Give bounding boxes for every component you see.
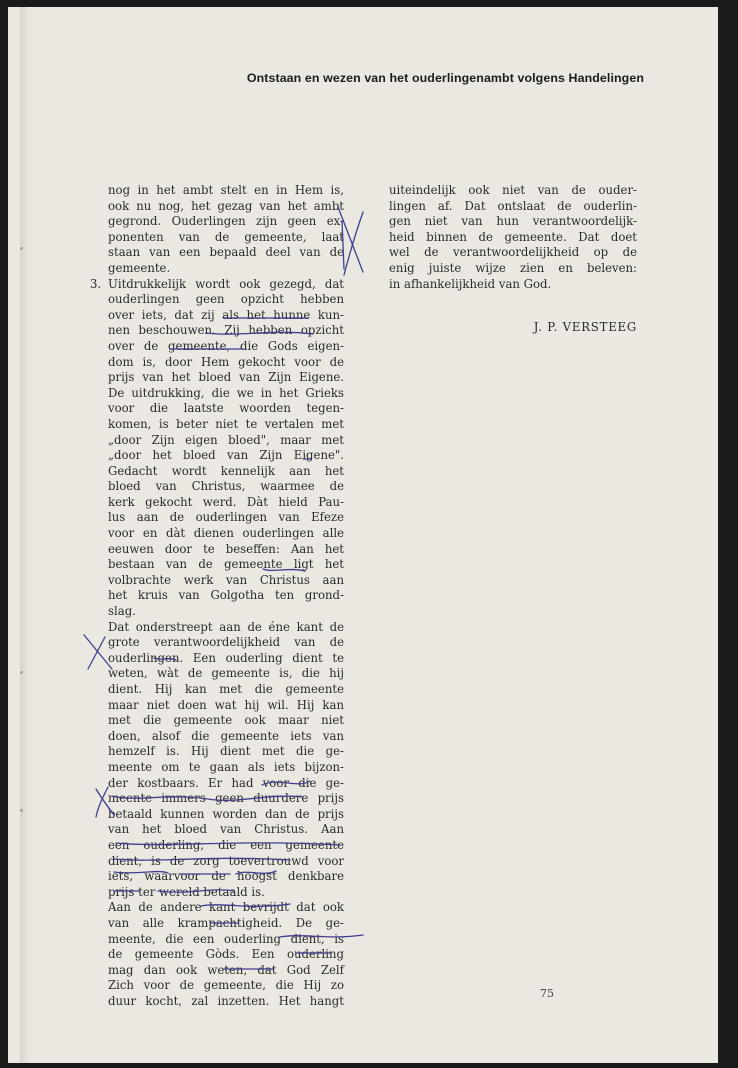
text-line: wel de verantwoordelijkheid op de [389, 245, 637, 260]
left-paragraph-3 [108, 620, 344, 901]
left-paragraph-2 [90, 276, 344, 620]
document-page [8, 7, 718, 1063]
text-line: het kruis van Golgotha ten grond- [108, 588, 344, 603]
text-line: De uitdrukking, die we in het Grieks [108, 385, 344, 400]
text-line: de gemeente Gòds. Een ouderling [108, 947, 344, 962]
text-line: meente om te gaan als iets bijzon- [108, 759, 344, 774]
text-line: in afhankelijkheid van God. [389, 276, 552, 291]
text-line: kerk gekocht werd. Dàt hield Pau- [108, 494, 344, 509]
text-line: dom is, door Hem gekocht voor de [108, 354, 344, 369]
text-line: meente, die een ouderling dient, is [108, 931, 344, 946]
text-line: ponenten van de gemeente, laat [108, 229, 344, 244]
text-line: „door Zijn eigen bloed", maar met [108, 432, 344, 447]
text-line: slag. [108, 604, 136, 619]
right-paragraph-1 [389, 183, 637, 292]
right-column [389, 183, 637, 292]
text-line: ook nu nog, het gezag van het ambt [108, 198, 344, 213]
text-line: nen beschouwen. Zij hebben opzicht [108, 323, 344, 338]
text-line: van alle krampachtigheid. De ge- [108, 915, 344, 930]
text-line: maar niet doen wat hij wil. Hij kan [108, 697, 344, 712]
text-line: nog in het ambt stelt en in Hem is, [108, 183, 344, 197]
text-line: lus aan de ouderlingen van Efeze [108, 510, 344, 525]
text-line: der kostbaars. Er had voor die ge- [108, 775, 344, 790]
text-line: over de gemeente, die Gods eigen- [108, 338, 344, 353]
text-line: komen, is beter niet te vertalen met [108, 416, 344, 431]
left-column [90, 183, 344, 1009]
text-line: iets, waarvoor de hoogst denkbare [108, 869, 344, 884]
page-binding-edge [20, 7, 30, 1063]
text-line: staan van een bepaald deel van de [108, 245, 344, 260]
text-line: weten, wàt de gemeente is, die hij [108, 666, 344, 681]
text-line: lingen af. Dat ontslaat de ouderlin- [389, 198, 637, 213]
text-line: meente immers geen duurdere prijs [108, 791, 344, 806]
text-line: doen, alsof die gemeente iets van [108, 728, 344, 743]
text-line: van het bloed van Christus. Aan [108, 822, 344, 837]
text-line: grote verantwoordelijkheid van de [108, 635, 344, 650]
author-signature: J. P. VERSTEEG [533, 320, 637, 334]
text-line: Zich voor de gemeente, die Hij zo [108, 978, 344, 993]
text-line: bloed van Christus, waarmee de [108, 479, 344, 494]
text-line: Uitdrukkelijk wordt ook gezegd, dat [108, 276, 344, 291]
text-line: Gedacht wordt kennelijk aan het [108, 463, 344, 478]
text-line: ouderlingen. Een ouderling dient te [108, 650, 344, 665]
text-line: hemzelf is. Hij dient met die ge- [108, 744, 344, 759]
text-line: uiteindelijk ook niet van de ouder- [389, 183, 637, 197]
running-header: Ontstaan en wezen van het ouderlingenambt volgens Handelingen [246, 71, 644, 85]
text-line: mag dan ook weten, dat God Zelf [108, 962, 344, 977]
text-line: bestaan van de gemeente ligt het [108, 557, 344, 572]
text-line: duur kocht, zal inzetten. Het hangt [108, 993, 344, 1008]
text-line: over iets, dat zij als het hunne kun- [108, 307, 344, 322]
page-number: 75 [540, 987, 554, 1000]
left-paragraph-1 [108, 183, 344, 277]
text-line: gen niet van hun verantwoordelijk- [389, 214, 637, 229]
paper-speck [20, 671, 23, 674]
text-line: betaald kunnen worden dan de prijs [108, 806, 344, 821]
text-line: dient. Hij kan met die gemeente [108, 682, 344, 696]
text-line: „door het bloed van Zijn Eigene". [108, 448, 344, 463]
text-line: prijs ter wereld betaald is. [108, 884, 265, 899]
text-line: ouderlingen geen opzicht hebben [108, 292, 344, 307]
item-number: 3. [90, 276, 102, 291]
text-line: prijs van het bloed van Zijn Eigene. [108, 370, 344, 385]
text-line: volbrachte werk van Christus aan [108, 572, 344, 587]
text-line: Dat onderstreept aan de éne kant de [108, 619, 344, 634]
paper-speck [20, 809, 23, 812]
text-line: gegrond. Ouderlingen zijn geen ex- [108, 214, 344, 229]
text-line: voor en dàt dienen ouderlingen alle [108, 526, 344, 541]
text-line: dient, is de zorg toevertrouwd voor [108, 853, 344, 868]
text-line: gemeente. [108, 260, 171, 275]
text-line: Aan de andere kant bevrijdt dat ook [108, 900, 344, 915]
text-line: een ouderling, die een gemeente [108, 837, 344, 852]
paper-speck [20, 247, 23, 250]
left-paragraph-4 [108, 900, 344, 1009]
text-line: met die gemeente ook maar niet [108, 713, 344, 728]
text-line: enig juiste wijze zien en beleven: [389, 260, 637, 275]
text-line: heid binnen de gemeente. Dat doet [389, 229, 637, 244]
text-line: voor die laatste woorden tegen- [108, 401, 344, 416]
text-line: eeuwen door te beseffen: Aan het [108, 541, 344, 556]
